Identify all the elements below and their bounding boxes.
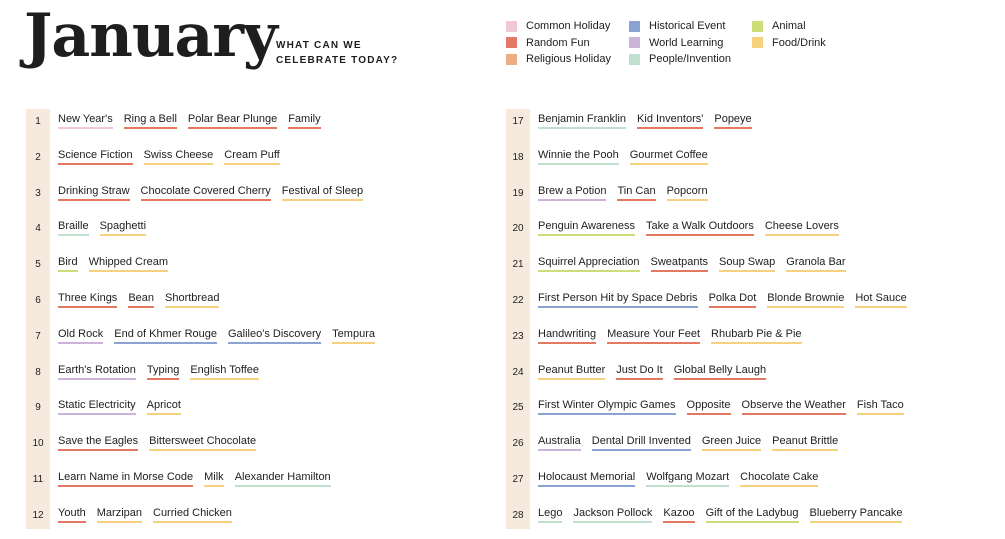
day-row (506, 288, 966, 324)
event-list (58, 328, 386, 344)
event-label: Festival of Sleep (282, 185, 363, 201)
event-label: Polar Bear Plunge (188, 113, 277, 129)
event-list (538, 149, 719, 165)
event-label: Sweatpants (651, 256, 708, 272)
day-number: 1 (35, 116, 41, 127)
event-label: First Person Hit by Space Debris (538, 292, 698, 308)
event-label: Curried Chicken (153, 507, 232, 523)
event-list (58, 256, 179, 272)
event-label: Science Fiction (58, 149, 133, 165)
day-number: 11 (32, 474, 44, 485)
event-label: Lego (538, 507, 562, 523)
legend-swatch (506, 21, 517, 32)
event-label: Green Juice (702, 435, 761, 451)
legend-swatch (752, 21, 763, 32)
event-list (58, 435, 267, 451)
legend-item (506, 53, 611, 65)
event-label: Three Kings (58, 292, 117, 308)
day-number: 17 (512, 116, 524, 127)
event-label: Tin Can (617, 185, 655, 201)
event-label: Braille (58, 220, 89, 236)
day-row (506, 503, 966, 539)
day-number: 28 (512, 509, 524, 521)
event-label: Kid Inventors' (637, 113, 703, 129)
event-list (58, 471, 342, 487)
event-label: Gift of the Ladybug (706, 507, 799, 523)
event-label: Tempura (332, 328, 375, 344)
legend-swatch (752, 37, 763, 48)
event-label: English Toffee (190, 364, 259, 380)
event-list (538, 471, 829, 487)
event-list (58, 220, 157, 236)
event-label: Cream Puff (224, 149, 279, 165)
event-label: Kazoo (663, 507, 694, 523)
event-label: Benjamin Franklin (538, 113, 626, 129)
event-label: Static Electricity (58, 399, 136, 415)
event-label: Global Belly Laugh (674, 364, 766, 380)
day-number: 10 (32, 438, 44, 450)
legend-item (629, 20, 725, 32)
day-row (26, 431, 466, 467)
event-list (538, 113, 763, 129)
event-label: End of Khmer Rouge (114, 328, 217, 344)
event-label: Penguin Awareness (538, 220, 635, 236)
day-number: 24 (512, 366, 524, 378)
day-number: 5 (35, 259, 41, 271)
event-list (538, 364, 777, 380)
event-list (538, 507, 913, 523)
day-row (506, 324, 966, 360)
event-label: Rhubarb Pie & Pie (711, 328, 802, 344)
event-label: Spaghetti (100, 220, 146, 236)
legend-label: World Learning (649, 36, 724, 49)
day-row (26, 288, 466, 324)
event-list (58, 364, 270, 380)
legend-item (629, 37, 723, 49)
event-label: Fish Taco (857, 399, 904, 415)
day-number: 9 (35, 402, 41, 414)
event-label: Bittersweet Chocolate (149, 435, 256, 451)
legend-label: Food/Drink (772, 36, 826, 49)
event-label: Apricot (147, 399, 181, 415)
event-label: Peanut Brittle (772, 435, 838, 451)
event-label: Old Rock (58, 328, 103, 344)
event-label: First Winter Olympic Games (538, 399, 676, 415)
event-label: Take a Walk Outdoors (646, 220, 754, 236)
legend-item (506, 37, 590, 49)
event-label: Drinking Straw (58, 185, 130, 201)
event-label: Squirrel Appreciation (538, 256, 640, 272)
event-label: Chocolate Cake (740, 471, 818, 487)
event-label: Popcorn (667, 185, 708, 201)
event-label: Swiss Cheese (144, 149, 214, 165)
day-row (26, 395, 466, 431)
subtitle-line-1: WHAT CAN WE (276, 40, 362, 51)
day-row (506, 431, 966, 467)
event-label: Popeye (714, 113, 751, 129)
event-list (538, 399, 915, 415)
event-label: Jackson Pollock (573, 507, 652, 523)
day-row (506, 252, 966, 288)
day-number: 22 (512, 295, 524, 306)
event-label: Just Do It (616, 364, 662, 380)
day-row (26, 324, 466, 360)
event-list (538, 435, 849, 451)
event-label: Blueberry Pancake (810, 507, 903, 523)
day-number: 6 (35, 295, 41, 306)
event-label: Australia (538, 435, 581, 451)
legend-swatch (629, 54, 640, 65)
event-label: Chocolate Covered Cherry (141, 185, 271, 201)
event-label: Learn Name in Morse Code (58, 471, 193, 487)
event-label: Youth (58, 507, 86, 523)
event-label: Winnie the Pooh (538, 149, 619, 165)
legend-label: Common Holiday (526, 20, 611, 32)
day-row (506, 145, 966, 181)
event-label: Alexander Hamilton (235, 471, 331, 487)
event-label: Soup Swap (719, 256, 775, 272)
event-label: Cheese Lovers (765, 220, 839, 236)
day-row (506, 109, 966, 145)
day-number: 7 (35, 330, 41, 342)
event-label: Galileo's Discovery (228, 328, 321, 344)
event-label: Granola Bar (786, 256, 845, 272)
day-row (26, 216, 466, 252)
event-label: Earth's Rotation (58, 364, 136, 380)
day-row (26, 467, 466, 503)
event-label: Save the Eagles (58, 435, 138, 451)
event-list (538, 185, 719, 201)
legend-label: Historical Event (649, 20, 726, 32)
event-list (58, 292, 230, 308)
event-list (58, 185, 374, 201)
legend-item (506, 20, 610, 32)
day-number: 18 (512, 151, 524, 163)
page-subtitle (276, 38, 398, 68)
legend-swatch (629, 37, 640, 48)
subtitle-line-2: CELEBRATE TODAY? (276, 55, 399, 66)
day-number: 4 (35, 223, 41, 235)
event-label: Milk (204, 471, 224, 487)
legend-item (629, 53, 731, 65)
event-label: Family (288, 113, 320, 129)
legend-swatch (629, 21, 640, 32)
event-label: Gourmet Coffee (630, 149, 708, 165)
day-number: 19 (512, 187, 524, 199)
day-row (26, 181, 466, 217)
event-label: Blonde Brownie (767, 292, 844, 308)
day-row (506, 181, 966, 217)
legend-label: Random Fun (526, 36, 590, 49)
day-row (26, 252, 466, 288)
event-label: Wolfgang Mozart (646, 471, 729, 487)
event-label: Measure Your Feet (607, 328, 700, 344)
event-label: Hot Sauce (855, 292, 906, 308)
day-row (506, 360, 966, 396)
event-label: Brew a Potion (538, 185, 606, 201)
legend-swatch (506, 37, 517, 48)
event-list (58, 149, 291, 165)
event-list (58, 507, 243, 523)
day-row (26, 109, 466, 145)
day-number: 2 (35, 151, 41, 163)
event-label: New Year's (58, 113, 113, 129)
event-label: Whipped Cream (89, 256, 168, 272)
legend-swatch (506, 54, 517, 65)
event-list (58, 113, 332, 129)
day-number: 8 (35, 366, 41, 378)
event-label: Peanut Butter (538, 364, 605, 380)
day-number: 21 (512, 259, 524, 271)
event-list (538, 256, 857, 272)
event-label: Dental Drill Invented (592, 435, 691, 451)
day-row (26, 503, 466, 539)
legend-item (752, 37, 826, 49)
day-number: 26 (512, 438, 524, 450)
day-number: 12 (32, 509, 44, 521)
event-list (538, 328, 813, 344)
event-label: Bird (58, 256, 78, 272)
event-list (58, 399, 192, 415)
day-number: 23 (512, 330, 524, 342)
day-number: 20 (512, 223, 524, 235)
day-row (506, 216, 966, 252)
event-list (538, 220, 850, 236)
day-row (26, 360, 466, 396)
event-label: Typing (147, 364, 179, 380)
day-number: 25 (512, 402, 524, 414)
event-label: Holocaust Memorial (538, 471, 635, 487)
event-label: Opposite (687, 399, 731, 415)
legend-label: Animal (772, 20, 806, 32)
legend-item (752, 20, 806, 32)
event-label: Shortbread (165, 292, 219, 308)
day-row (506, 395, 966, 431)
legend-label: Religious Holiday (526, 53, 611, 65)
day-number: 27 (512, 474, 524, 485)
day-row (506, 467, 966, 503)
event-list (538, 292, 918, 308)
day-number: 3 (35, 187, 41, 199)
page-title: January (24, 1, 277, 71)
day-row (26, 145, 466, 181)
event-label: Marzipan (97, 507, 142, 523)
event-label: Bean (128, 292, 154, 308)
legend-label: People/Invention (649, 53, 731, 65)
event-label: Ring a Bell (124, 113, 177, 129)
event-label: Observe the Weather (742, 399, 846, 415)
event-label: Polka Dot (709, 292, 757, 308)
event-label: Handwriting (538, 328, 596, 344)
